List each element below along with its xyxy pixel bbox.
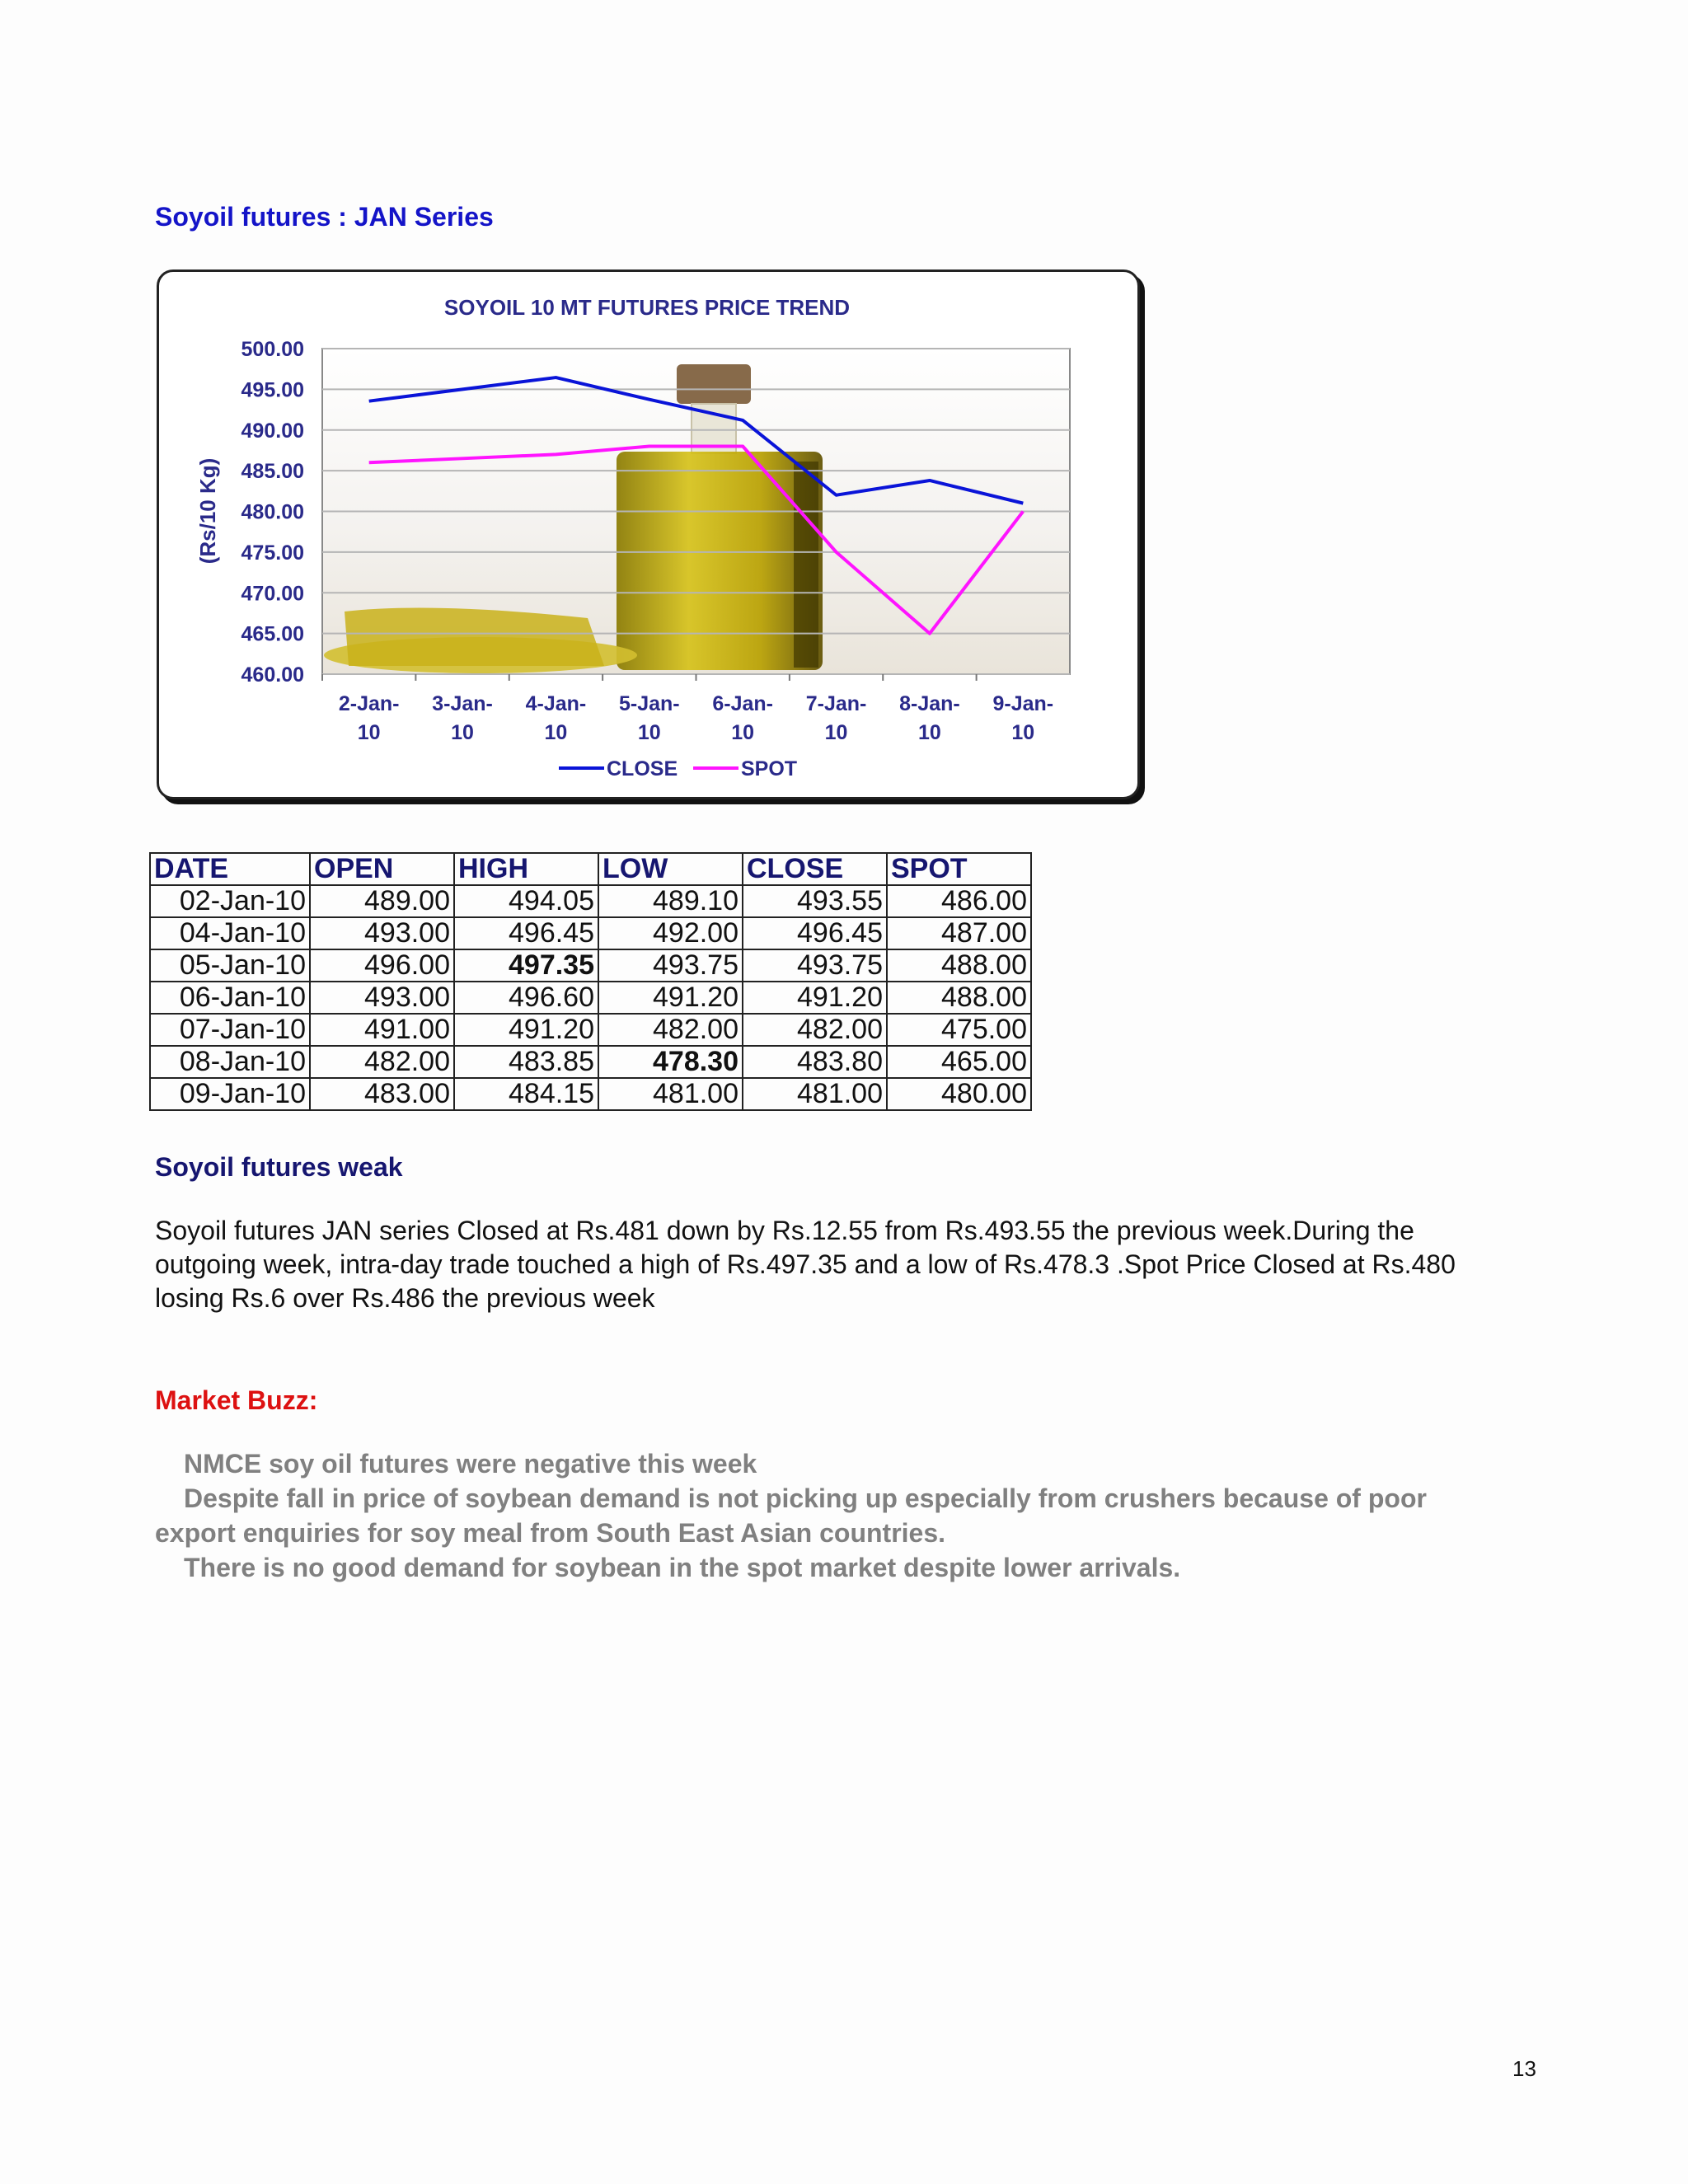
cell-high-peak: 497.35 (454, 949, 598, 982)
table-header-row (150, 853, 1031, 885)
y-tick-label: 500.00 (241, 338, 304, 361)
cell-spot: 465.00 (887, 1046, 1031, 1078)
x-tick-label: 4-Jan-10 (525, 692, 587, 744)
x-tick-label: 3-Jan-10 (432, 692, 493, 744)
header-spot: SPOT (887, 853, 1031, 885)
cell-open: 491.00 (310, 1014, 454, 1046)
legend-label: SPOT (741, 757, 798, 780)
cell-spot: 487.00 (887, 917, 1031, 949)
cell-date: 02-Jan-10 (150, 885, 310, 917)
cell-close: 493.55 (743, 885, 887, 917)
cell-high: 496.45 (454, 917, 598, 949)
price-table (149, 852, 1032, 1111)
y-axis-ticks (241, 338, 304, 687)
table-row (150, 917, 1031, 949)
cell-date: 09-Jan-10 (150, 1078, 310, 1110)
cell-open: 493.00 (310, 982, 454, 1014)
cell-date: 04-Jan-10 (150, 917, 310, 949)
table-row (150, 982, 1031, 1014)
x-tick-label: 9-Jan-10 (992, 692, 1054, 744)
x-tick-label: 2-Jan-10 (338, 692, 400, 744)
chart-legend (559, 757, 797, 780)
cell-date: 08-Jan-10 (150, 1046, 310, 1078)
cell-spot: 475.00 (887, 1014, 1031, 1046)
cell-close: 491.20 (743, 982, 887, 1014)
cell-close: 482.00 (743, 1014, 887, 1046)
cell-open: 493.00 (310, 917, 454, 949)
y-tick-label: 470.00 (241, 582, 304, 606)
summary-paragraph: Soyoil futures JAN series Closed at Rs.481 down by Rs.12.55 from Rs.493.55 the previous week.During the outgoing week, intra-day trade touched a high of Rs.497.35 and a low of Rs.478.3 .Spot Price Closed at Rs.480 losing Rs.6 over Rs.486 the previous week (155, 1216, 1456, 1313)
section-title: Soyoil futures : JAN Series (155, 202, 494, 232)
x-tick-label: 7-Jan-10 (805, 692, 867, 744)
y-axis-label: (Rs/10 Kg) (195, 457, 220, 565)
cell-spot: 488.00 (887, 982, 1031, 1014)
cell-open: 483.00 (310, 1078, 454, 1110)
cell-spot: 488.00 (887, 949, 1031, 982)
header-low: LOW (598, 853, 743, 885)
cell-low: 481.00 (598, 1078, 743, 1110)
subheading: Soyoil futures weak (155, 1152, 403, 1182)
y-tick-label: 490.00 (241, 419, 304, 443)
x-axis-ticks (322, 674, 1053, 744)
cell-spot: 486.00 (887, 885, 1031, 917)
cell-date: 05-Jan-10 (150, 949, 310, 982)
x-tick-label: 5-Jan-10 (618, 692, 680, 744)
cell-close: 493.75 (743, 949, 887, 982)
cell-high: 484.15 (454, 1078, 598, 1110)
buzz-item: There is no good demand for soybean in the spot market despite lower arrivals. (184, 1553, 1181, 1582)
chart-canvas (159, 272, 1142, 802)
page-number: 13 (1512, 2056, 1536, 2081)
cell-high: 483.85 (454, 1046, 598, 1078)
cell-high: 494.05 (454, 885, 598, 917)
price-trend-chart (157, 269, 1140, 799)
cell-low: 482.00 (598, 1014, 743, 1046)
cell-close: 496.45 (743, 917, 887, 949)
market-buzz-list (155, 1446, 1474, 1585)
header-open: OPEN (310, 853, 454, 885)
cell-open: 489.00 (310, 885, 454, 917)
cell-low-trough: 478.30 (598, 1046, 743, 1078)
table-row (150, 1046, 1031, 1078)
chart-title: SOYOIL 10 MT FUTURES PRICE TREND (443, 295, 851, 320)
y-tick-label: 480.00 (241, 500, 304, 524)
cell-close: 483.80 (743, 1046, 887, 1078)
cell-low: 493.75 (598, 949, 743, 982)
cell-low: 492.00 (598, 917, 743, 949)
cell-open: 496.00 (310, 949, 454, 982)
y-tick-label: 460.00 (241, 663, 304, 687)
cell-low: 489.10 (598, 885, 743, 917)
cell-close: 481.00 (743, 1078, 887, 1110)
legend-label: CLOSE (607, 757, 678, 780)
table-row (150, 949, 1031, 982)
cell-spot: 480.00 (887, 1078, 1031, 1110)
cell-low: 491.20 (598, 982, 743, 1014)
y-tick-label: 475.00 (241, 541, 304, 565)
header-close: CLOSE (743, 853, 887, 885)
cell-open: 482.00 (310, 1046, 454, 1078)
x-tick-label: 8-Jan-10 (899, 692, 960, 744)
market-buzz-heading: Market Buzz: (155, 1385, 318, 1415)
header-high: HIGH (454, 853, 598, 885)
buzz-item: NMCE soy oil futures were negative this week (184, 1449, 757, 1479)
buzz-item: Despite fall in price of soybean demand is not picking up especially from crushers because of poor export enquiries for soy meal from South East Asian countries. (155, 1483, 1427, 1548)
y-tick-label: 485.00 (241, 460, 304, 484)
header-date: DATE (150, 853, 310, 885)
table-row (150, 1014, 1031, 1046)
cell-high: 496.60 (454, 982, 598, 1014)
table-row (150, 885, 1031, 917)
cell-date: 07-Jan-10 (150, 1014, 310, 1046)
cell-date: 06-Jan-10 (150, 982, 310, 1014)
table-row (150, 1078, 1031, 1110)
x-tick-label: 6-Jan-10 (712, 692, 774, 744)
cell-high: 491.20 (454, 1014, 598, 1046)
y-tick-label: 465.00 (241, 622, 304, 646)
y-tick-label: 495.00 (241, 378, 304, 402)
